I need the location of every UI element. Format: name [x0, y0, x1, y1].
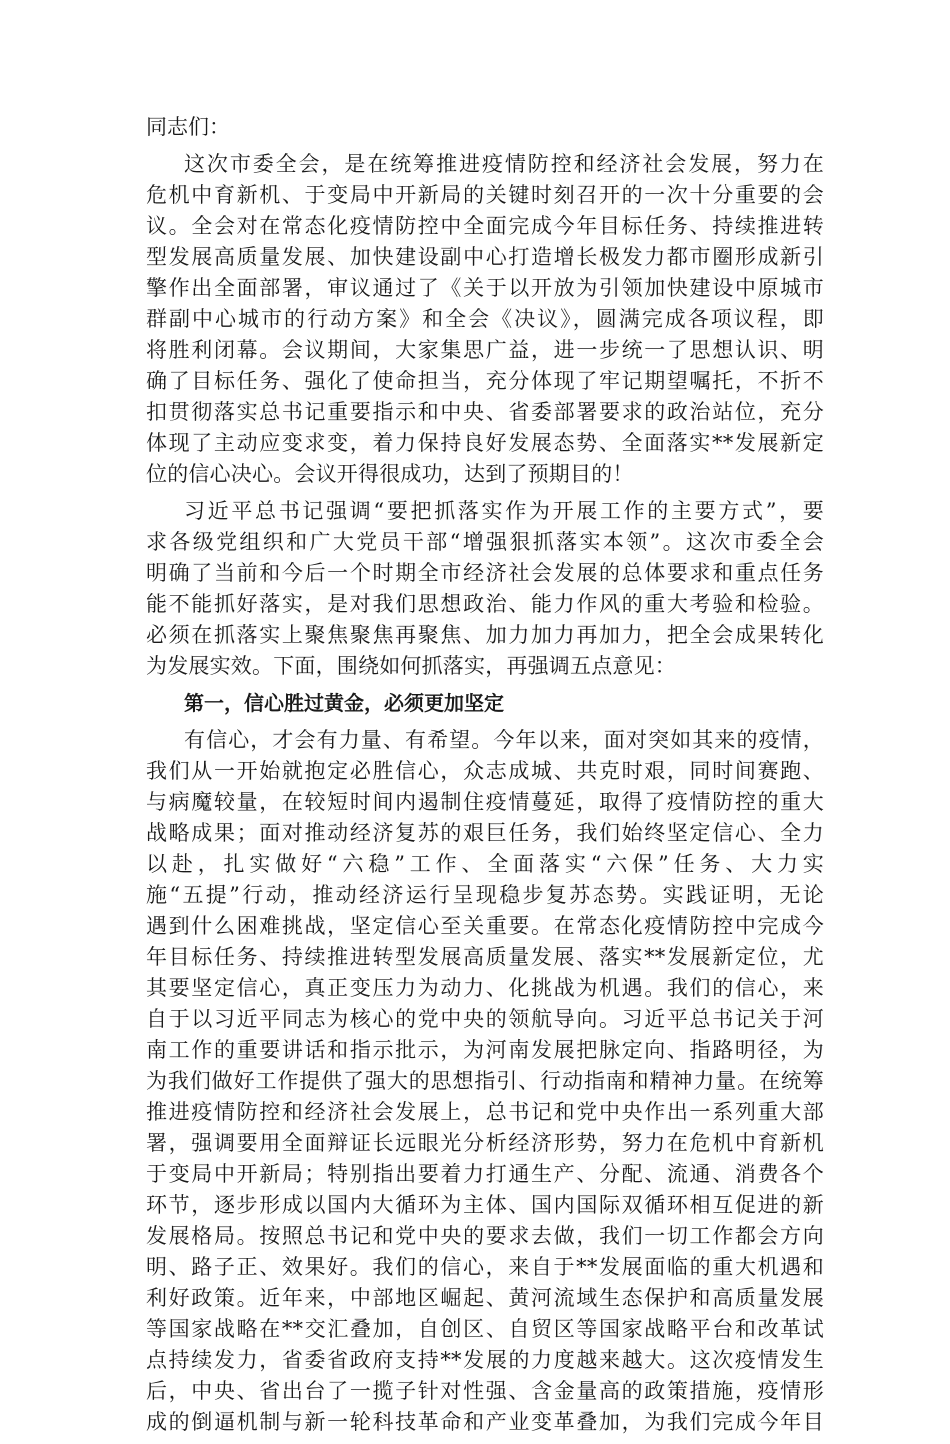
text-line: 成的倒逼机制与新一轮科技革命和产业变革叠加，为我们完成今年目: [146, 1410, 824, 1434]
text-line: 发展格局。按照总书记和党中央的要求去做，我们一切工作都会方向: [146, 1224, 824, 1248]
salutation: 同志们：: [146, 115, 230, 139]
text-line: 遇到什么困难挑战，坚定信心至关重要。在常态化疫情防控中完成今: [146, 914, 824, 938]
text-line: 型发展高质量发展、加快建设副中心打造增长极发力都市圈形成新引: [146, 245, 824, 269]
text-line: 习近平总书记强调“要把抓落实作为开展工作的主要方式”，要: [184, 499, 824, 523]
text-line: 推进疫情防控和经济社会发展上，总书记和党中央作出一系列重大部: [146, 1100, 824, 1124]
text-line: 环节，逐步形成以国内大循环为主体、国内国际双循环相互促进的新: [146, 1193, 824, 1217]
paragraph-1: [146, 149, 824, 490]
text-line: 与病魔较量，在较短时间内遏制住疫情蔓延，取得了疫情防控的重大: [146, 790, 824, 814]
paragraph-3: [146, 725, 824, 1438]
text-line: 署，强调要用全面辩证长远眼光分析经济形势，努力在危机中育新机: [146, 1131, 824, 1155]
text-line: 我们从一开始就抱定必胜信心，众志成城、共克时艰，同时间赛跑、: [146, 759, 824, 783]
text-line: 于变局中开新局；特别指出要着力打通生产、分配、流通、消费各个: [146, 1162, 824, 1186]
text-line: 必须在抓落实上聚焦聚焦再聚焦、加力加力再加力，把全会成果转化: [146, 623, 824, 647]
paragraph-2: [146, 496, 824, 682]
text-line: 危机中育新机、于变局中开新局的关键时刻召开的一次十分重要的会: [146, 183, 824, 207]
text-line: 这次市委全会，是在统筹推进疫情防控和经济社会发展，努力在: [184, 152, 824, 176]
text-line: 求各级党组织和广大党员干部“增强狠抓落实本领”。这次市委全会: [146, 530, 824, 554]
section-heading-1: 第一，信心胜过黄金，必须更加坚定: [184, 691, 504, 715]
text-line: 体现了主动应变求变，着力保持良好发展态势、全面落实**发展新定: [146, 431, 824, 455]
text-line: 为发展实效。下面，围绕如何抓落实，再强调五点意见：: [146, 654, 676, 678]
document-body: [146, 112, 824, 1444]
text-line: 南工作的重要讲话和指示批示，为河南发展把脉定向、指路明径，为: [146, 1038, 824, 1062]
text-line: 年目标任务、持续推进转型发展高质量发展、落实**发展新定位，尤: [146, 945, 824, 969]
text-line: 战略成果；面对推动经济复苏的艰巨任务，我们始终坚定信心、全力: [146, 821, 824, 845]
text-line: 明确了当前和今后一个时期全市经济社会发展的总体要求和重点任务: [146, 561, 824, 585]
text-line: 位的信心决心。会议开得很成功，达到了预期目的！: [146, 462, 634, 486]
text-line: 能不能抓好落实，是对我们思想政治、能力作风的重大考验和检验。: [146, 592, 824, 616]
text-line: 以赴，扎实做好“六稳”工作、全面落实“六保”任务、大力实: [146, 852, 824, 876]
text-line: 施“五提”行动，推动经济运行呈现稳步复苏态势。实践证明，无论: [146, 883, 824, 907]
text-line: 群副中心城市的行动方案》和全会《决议》，圆满完成各项议程，即: [146, 307, 824, 331]
text-line: 自于以习近平同志为核心的党中央的领航导向。习近平总书记关于河: [146, 1007, 824, 1031]
text-line: 为我们做好工作提供了强大的思想指引、行动指南和精神力量。在统筹: [146, 1069, 824, 1093]
text-line: 明、路子正、效果好。我们的信心，来自于**发展面临的重大机遇和: [146, 1255, 824, 1279]
text-line: 确了目标任务、强化了使命担当，充分体现了牢记期望嘱托，不折不: [146, 369, 824, 393]
text-line: 扣贯彻落实总书记重要指示和中央、省委部署要求的政治站位，充分: [146, 400, 824, 424]
text-line: 擎作出全面部署，审议通过了《关于以开放为引领加快建设中原城市: [146, 276, 824, 300]
text-line: 等国家战略在**交汇叠加，自创区、自贸区等国家战略平台和改革试: [146, 1317, 824, 1341]
text-line: 其要坚定信心，真正变压力为动力、化挑战为机遇。我们的信心，来: [146, 976, 824, 1000]
text-line: 将胜利闭幕。会议期间，大家集思广益，进一步统一了思想认识、明: [146, 338, 824, 362]
text-line: 有信心，才会有力量、有希望。今年以来，面对突如其来的疫情，: [184, 728, 824, 752]
text-line: 点持续发力，省委省政府支持**发展的力度越来越大。这次疫情发生: [146, 1348, 824, 1372]
text-line: 议。全会对在常态化疫情防控中全面完成今年目标任务、持续推进转: [146, 214, 824, 238]
text-line: 后，中央、省出台了一揽子针对性强、含金量高的政策措施，疫情形: [146, 1379, 824, 1403]
text-line: 利好政策。近年来，中部地区崛起、黄河流域生态保护和高质量发展: [146, 1286, 824, 1310]
